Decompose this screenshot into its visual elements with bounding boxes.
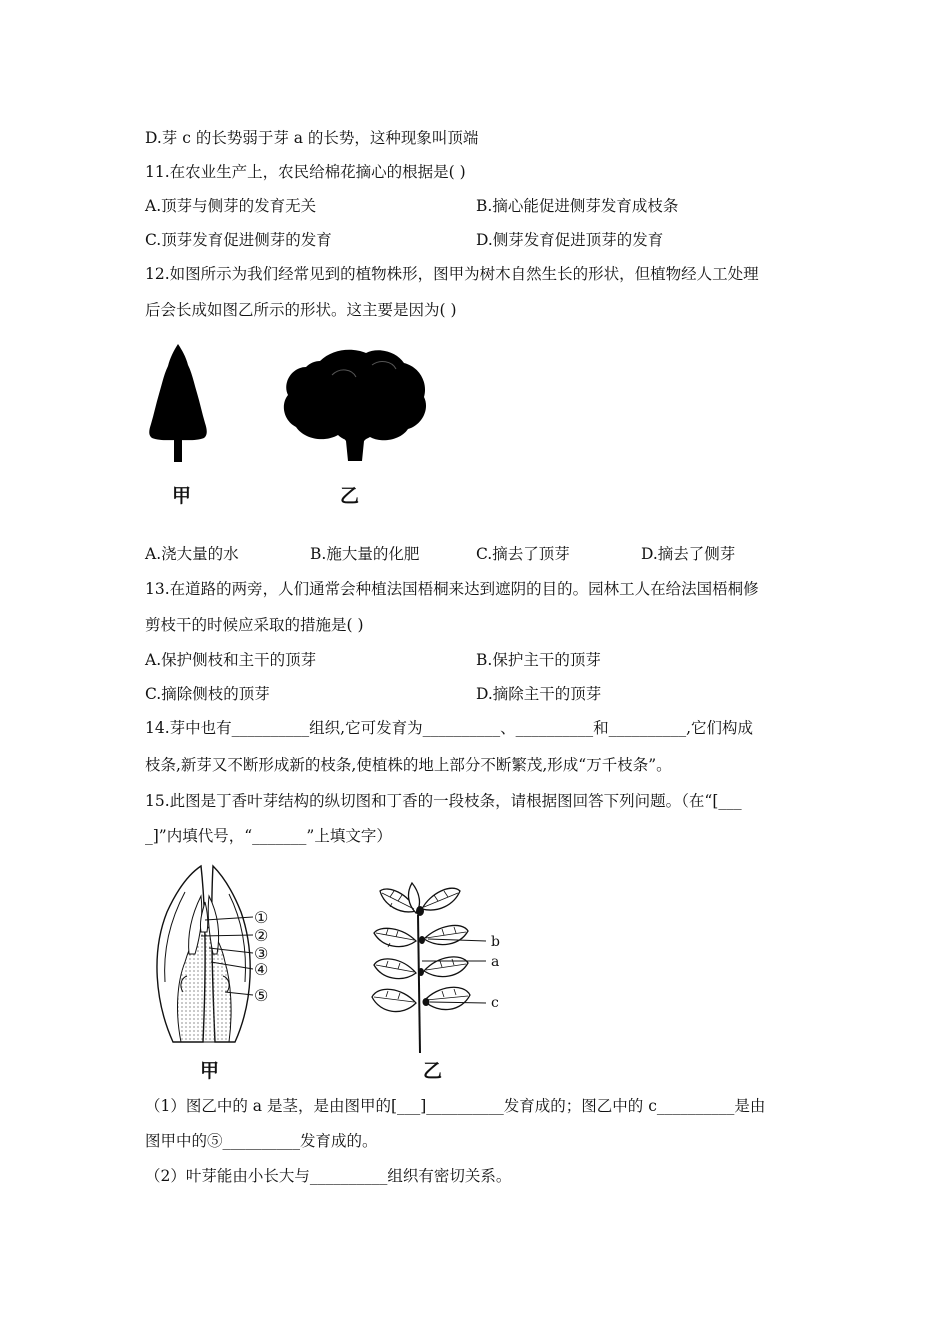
q15-callout-3: ③ xyxy=(254,944,269,963)
q13-option-a: A.保护侧枝和主干的顶芽 xyxy=(145,651,317,669)
q14-line1: 14.芽中也有__________组织,它可发育为__________、__________和__________,它们构成 xyxy=(145,719,754,737)
q12-stem-line1: 12.如图所示为我们经常见到的植物株形，图甲为树木自然生长的形状，但植物经人工处理 xyxy=(145,265,759,283)
q13-option-d: D.摘除主干的顶芽 xyxy=(476,685,602,703)
q15-stem-line1: 15.此图是丁香叶芽结构的纵切图和丁香的一段枝条，请根据图回答下列问题。（在“[___ xyxy=(145,792,742,810)
q15-callout-1: ① xyxy=(254,908,269,927)
q15-callout-4: ④ xyxy=(254,960,269,979)
q12-stem-line2: 后会长成如图乙所示的形状。这主要是因为( ) xyxy=(145,301,457,319)
q15-figure-lilac-branch xyxy=(368,875,498,1055)
q13-stem-line2: 剪枝干的时候应采取的措施是( ) xyxy=(145,616,364,634)
q12-option-d: D.摘去了侧芽 xyxy=(641,545,736,563)
q15-sub1-line1: （1）图乙中的 a 是茎，是由图甲的[___]__________发育成的；图乙中的 c__________是由 xyxy=(145,1097,766,1115)
q15-callout-c: c xyxy=(491,995,499,1011)
q14-line2: 枝条,新芽又不断形成新的枝条,使植株的地上部分不断繁茂,形成“万千枝条”。 xyxy=(145,756,672,774)
q12-figure-label-yi: 乙 xyxy=(340,485,360,507)
q12-option-a: A.浇大量的水 xyxy=(145,545,239,563)
q12-figure-label-jia: 甲 xyxy=(172,485,192,507)
q15-callout-a: a xyxy=(491,954,500,970)
q11-stem: 11.在农业生产上，农民给棉花摘心的根据是( ) xyxy=(145,163,466,181)
q11-option-b: B.摘心能促进侧芽发育成枝条 xyxy=(476,197,679,215)
q15-callout-b: b xyxy=(491,934,500,950)
q15-figure-label-yi: 乙 xyxy=(423,1060,443,1082)
q15-callout-2: ② xyxy=(254,926,269,945)
q15-sub2: （2）叶芽能由小长大与__________组织有密切关系。 xyxy=(145,1167,512,1185)
q11-option-d: D.侧芽发育促进顶芽的发育 xyxy=(476,231,664,249)
q13-option-c: C.摘除侧枝的顶芽 xyxy=(145,685,270,703)
q11-option-c: C.顶芽发育促进侧芽的发育 xyxy=(145,231,332,249)
q15-stem-line2: _]”内填代号，“_______”上填文字） xyxy=(145,827,392,845)
q12-option-c: C.摘去了顶芽 xyxy=(476,545,570,563)
q12-figure-round-tree xyxy=(280,345,430,465)
q15-callout-5: ⑤ xyxy=(254,986,269,1005)
q12-figure-conical-tree xyxy=(140,340,220,465)
q10-option-d: D.芽 c 的长势弱于芽 a 的长势，这种现象叫顶端 xyxy=(145,129,479,147)
q15-sub1-line2: 图甲中的⑤__________发育成的。 xyxy=(145,1132,378,1150)
q13-option-b: B.保护主干的顶芽 xyxy=(476,651,601,669)
q13-stem-line1: 13.在道路的两旁，人们通常会种植法国梧桐来达到遮阴的目的。园林工人在给法国梧桐修 xyxy=(145,580,759,598)
q12-option-b: B.施大量的化肥 xyxy=(310,545,420,563)
q15-figure-label-jia: 甲 xyxy=(200,1060,220,1082)
q11-option-a: A.顶芽与侧芽的发育无关 xyxy=(145,197,317,215)
